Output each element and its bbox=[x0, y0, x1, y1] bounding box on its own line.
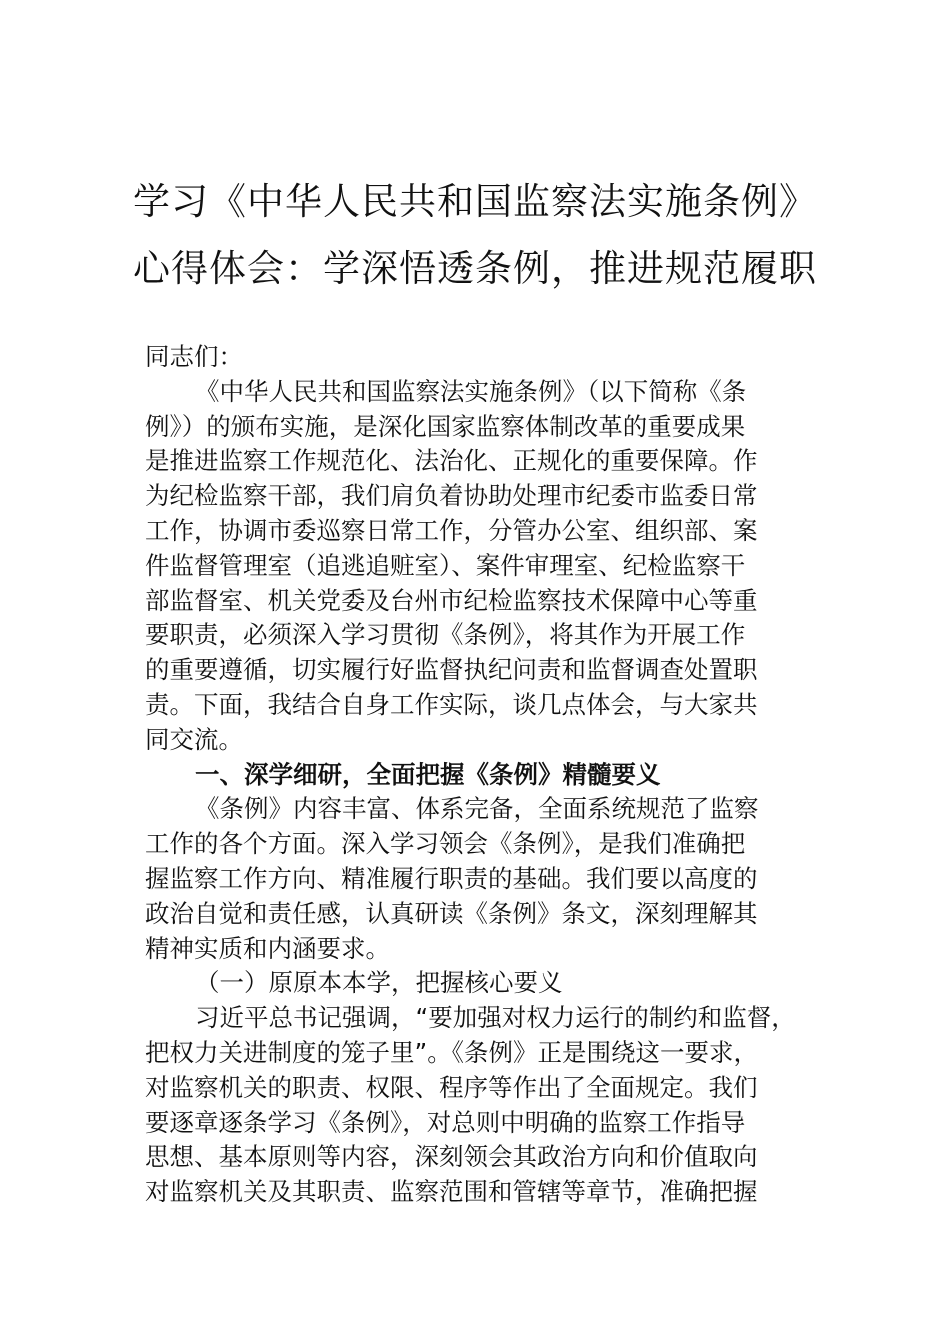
paragraph-line: 例》）的颁布实施，是深化国家监察体制改革的重要成果 bbox=[145, 411, 746, 441]
paragraph-line: 的重要遵循，切实履行好监督执纪问责和监督调查处置职 bbox=[145, 655, 758, 685]
paragraph-line: 部监督室、机关党委及台州市纪检监察技术保障中心等重 bbox=[145, 585, 758, 615]
paragraph-line: 同交流。 bbox=[145, 724, 243, 754]
paragraph-line: 责。下面，我结合自身工作实际，谈几点体会，与大家共 bbox=[145, 689, 758, 719]
paragraph-line: 对监察机关的职责、权限、程序等作出了全面规定。我们 bbox=[145, 1072, 758, 1102]
paragraph-line: 工作的各个方面。深入学习领会《条例》，是我们准确把 bbox=[145, 829, 746, 859]
paragraph-line: 握监察工作方向、精准履行职责的基础。我们要以高度的 bbox=[145, 863, 758, 893]
paragraph-line: 要逐章逐条学习《条例》，对总则中明确的监察工作指导 bbox=[145, 1107, 746, 1137]
paragraph-line: 对监察机关及其职责、监察范围和管辖等章节，准确把握 bbox=[145, 1177, 758, 1207]
document-body bbox=[145, 340, 835, 1210]
salutation: 同志们： bbox=[145, 342, 243, 371]
paragraph-line: 《中华人民共和国监察法实施条例》（以下简称《条 bbox=[195, 376, 747, 406]
document-title-line-1: 学习《中华人民共和国监察法实施条例》 bbox=[133, 180, 817, 223]
paragraph-line: 件监督管理室（追逃追赃室）、案件审理室、纪检监察干 bbox=[145, 550, 746, 580]
paragraph-line: 思想、基本原则等内容，深刻领会其政治方向和价值取向 bbox=[145, 1142, 758, 1172]
section-heading: 一、深学细研，全面把握《条例》精髓要义 bbox=[195, 759, 661, 789]
document-title-line-2: 心得体会：学深悟透条例，推进规范履职 bbox=[133, 247, 817, 290]
paragraph-line: 工作，协调市委巡察日常工作，分管办公室、组织部、案 bbox=[145, 515, 758, 545]
paragraph-line: 《条例》内容丰富、体系完备，全面系统规范了监察 bbox=[195, 794, 759, 824]
paragraph-line: 把权力关进制度的笼子里”。《条例》正是围绕这一要求， bbox=[145, 1037, 758, 1067]
paragraph-line: 为纪检监察干部，我们肩负着协助处理市纪委市监委日常 bbox=[145, 481, 758, 511]
paragraph-line: 政治自觉和责任感，认真研读《条例》条文，深刻理解其 bbox=[145, 898, 758, 928]
paragraph-line: 要职责，必须深入学习贯彻《条例》，将其作为开展工作 bbox=[145, 620, 746, 650]
paragraph-line: 是推进监察工作规范化、法治化、正规化的重要保障。作 bbox=[145, 446, 758, 476]
paragraph-line: 习近平总书记强调，“要加强对权力运行的制约和监督， bbox=[195, 1003, 796, 1033]
subsection-heading: （一）原原本本学，把握核心要义 bbox=[195, 968, 563, 998]
paragraph-line: 精神实质和内涵要求。 bbox=[145, 933, 390, 963]
